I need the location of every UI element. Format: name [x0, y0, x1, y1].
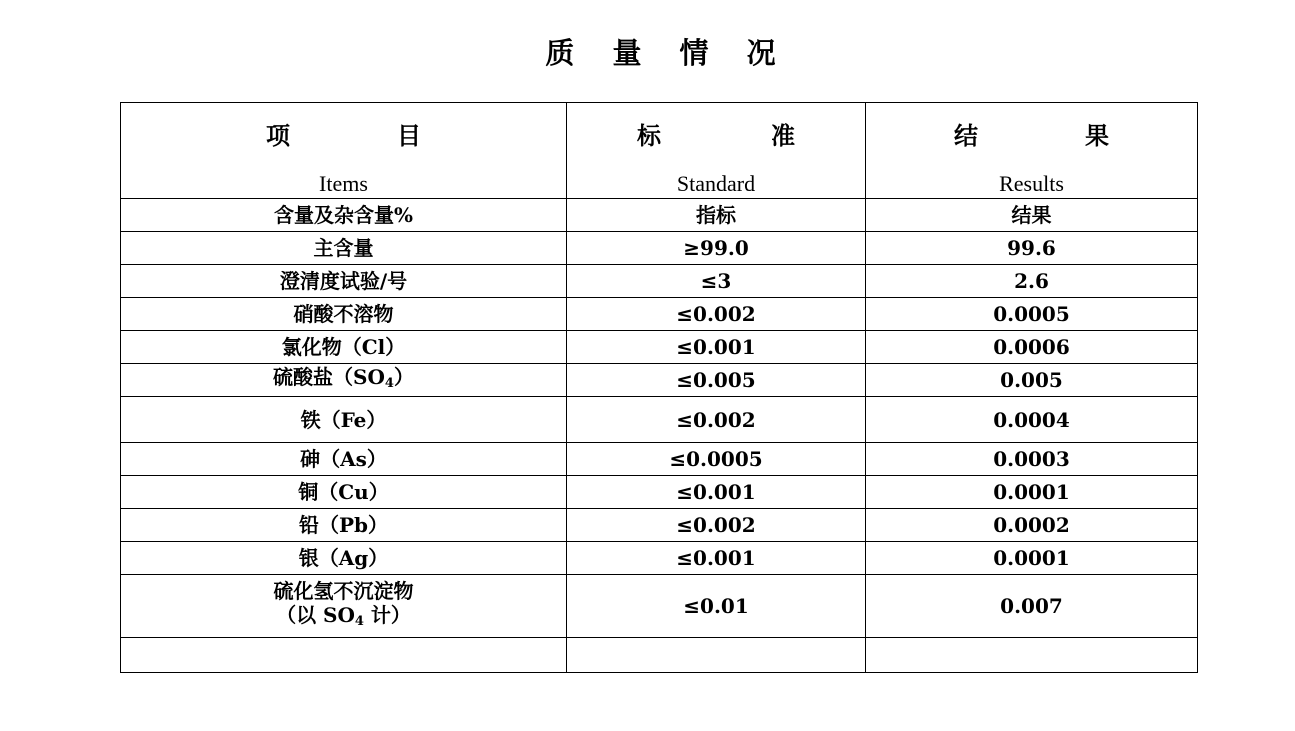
document-title: 质 量 情 况: [545, 36, 790, 70]
row-item: 铁（Fe）: [121, 397, 567, 443]
empty-cell: [121, 638, 567, 673]
row-item: [121, 364, 567, 397]
row-item: 氯化物（Cl）: [121, 331, 567, 364]
row-standard: ≤0.001: [567, 542, 866, 575]
row-item: 铜（Cu）: [121, 476, 567, 509]
row-standard: ≤0.005: [567, 364, 866, 397]
table-row: [121, 542, 1198, 575]
header-items-cn-2: 目: [397, 121, 421, 150]
row-result: 0.0002: [866, 509, 1198, 542]
table-row: [121, 265, 1198, 298]
header-results-cell: [866, 103, 1198, 199]
row-item-line1: 硫化氢不沉淀物: [273, 578, 414, 603]
row-standard: ≤0.001: [567, 331, 866, 364]
row-result: 0.0001: [866, 542, 1198, 575]
row-item-line2-prefix: （以 SO: [276, 602, 355, 627]
row-result: 0.0003: [866, 443, 1198, 476]
header-items-en: Items: [319, 171, 368, 196]
row-result: 0.0005: [866, 298, 1198, 331]
row-standard: ≤0.01: [567, 575, 866, 638]
row-item: 澄清度试验/号: [121, 265, 567, 298]
row-standard: ≤0.0005: [567, 443, 866, 476]
header-standard-cn-2: 准: [771, 121, 795, 150]
row-item-line2-subscript: 4: [354, 613, 364, 629]
header-standard-cell: [567, 103, 866, 199]
row-result: 0.0004: [866, 397, 1198, 443]
header-results-en: Results: [999, 171, 1064, 196]
row-item-prefix: 硫酸盐（SO: [273, 364, 385, 389]
subheader-item: 含量及杂含量%: [121, 199, 567, 232]
row-standard: ≤0.002: [567, 509, 866, 542]
subheader-standard: 指标: [567, 199, 866, 232]
row-result: 0.005: [866, 364, 1198, 397]
row-result: 0.0006: [866, 331, 1198, 364]
header-results-cn-1: 结: [954, 121, 978, 150]
subheader-result: 结果: [866, 199, 1198, 232]
row-item: 主含量: [121, 232, 567, 265]
header-standard-en: Standard: [676, 171, 756, 196]
table-empty-row: [121, 638, 1198, 673]
row-standard: ≤3: [567, 265, 866, 298]
table-row: [121, 575, 1198, 638]
table-header-row: [121, 103, 1198, 199]
row-standard: ≥99.0: [567, 232, 866, 265]
row-standard: ≤0.001: [567, 476, 866, 509]
quality-table: [120, 102, 1198, 673]
table-subheader-row: [121, 199, 1198, 232]
row-result: 99.6: [866, 232, 1198, 265]
header-standard-cn-1: 标: [637, 121, 661, 150]
row-item: 砷（As）: [121, 443, 567, 476]
row-standard: ≤0.002: [567, 397, 866, 443]
row-item-line2-suffix: 计）: [363, 602, 411, 627]
table-row: [121, 476, 1198, 509]
header-items-cn-1: 项: [266, 121, 290, 150]
table-row: [121, 397, 1198, 443]
table-row: [121, 443, 1198, 476]
row-item: 银（Ag）: [121, 542, 567, 575]
row-item: 硝酸不溶物: [121, 298, 567, 331]
empty-cell: [567, 638, 866, 673]
table-row: [121, 331, 1198, 364]
row-item: 铅（Pb）: [121, 509, 567, 542]
row-result: 0.007: [866, 575, 1198, 638]
table-row: [121, 298, 1198, 331]
table-row: [121, 232, 1198, 265]
table-row: [121, 364, 1198, 397]
row-result: 0.0001: [866, 476, 1198, 509]
header-results-cn-2: 果: [1085, 121, 1109, 150]
row-item-suffix: ）: [393, 364, 414, 389]
row-standard: ≤0.002: [567, 298, 866, 331]
row-result: 2.6: [866, 265, 1198, 298]
row-item-line2: [121, 603, 566, 634]
row-item: [121, 575, 567, 638]
row-item-subscript: 4: [384, 375, 394, 391]
empty-cell: [866, 638, 1198, 673]
table-row: [121, 509, 1198, 542]
header-items-cell: [121, 103, 567, 199]
